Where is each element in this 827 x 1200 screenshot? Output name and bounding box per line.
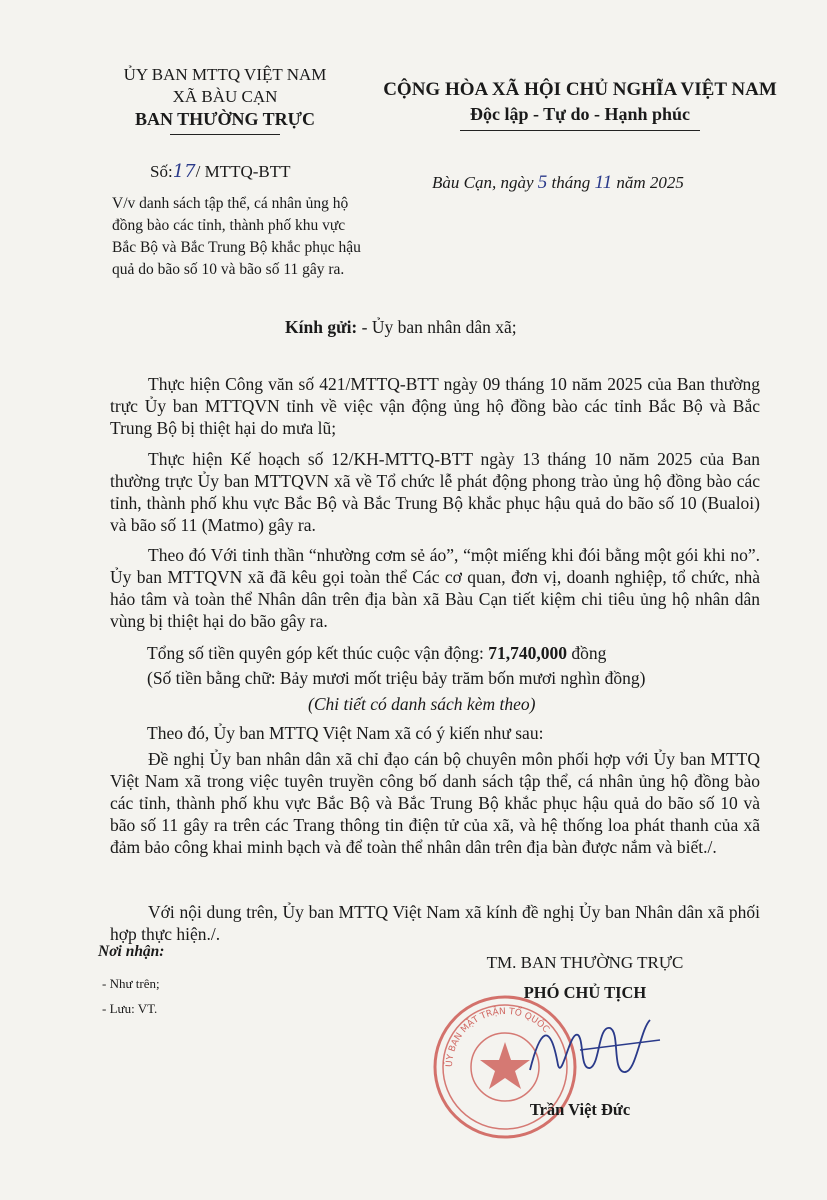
number-handwritten: 17	[172, 161, 196, 182]
recipients-label: Nơi nhận:	[98, 943, 165, 960]
signer-authority: TM. BAN THƯỜNG TRỰC	[486, 953, 684, 972]
issuer-org: ỦY BAN MTTQ VIỆT NAM	[123, 65, 327, 84]
number-prefix: Số:	[150, 162, 173, 181]
subject-summary: V/v danh sách tập thể, cá nhân ủng hộ đồng bào các tỉnh, thành phố khu vực Bắc Bộ và Bắc Trung Bộ khắc phục hậu quả do bão số 10 và bão số 11 gây ra.	[112, 195, 361, 278]
signer-title: PHÓ CHỦ TỊCH	[523, 983, 647, 1002]
opinion-intro: Theo đó, Ủy ban MTTQ Việt Nam xã có ý kiến như sau:	[147, 723, 544, 743]
issuer-header	[90, 64, 360, 135]
paragraph-5: Với nội dung trên, Ủy ban MTTQ Việt Nam xã kính đề nghị Ủy ban Nhân dân xã phối hợp thực hiện./.	[110, 902, 760, 944]
issue-date	[432, 172, 684, 194]
recipient-name: - Ủy ban nhân dân xã;	[361, 317, 517, 337]
total-unit: đồng	[571, 643, 607, 663]
date-year: năm 2025	[616, 173, 684, 192]
attachment-note: (Chi tiết có danh sách kèm theo)	[308, 694, 536, 714]
recipient-label: Kính gửi:	[285, 317, 358, 337]
issuer-unit: BAN THƯỜNG TRỰC	[134, 109, 316, 129]
number-suffix: / MTTQ-BTT	[195, 162, 291, 181]
country-name: CỘNG HÒA XÃ HỘI CHỦ NGHĨA VIỆT NAM	[383, 79, 777, 100]
paragraph-4: Đề nghị Ủy ban nhân dân xã chỉ đạo cán bộ chuyên môn phối hợp với Ủy ban MTTQ Việt Nam xã trong việc tuyên truyền công bố danh sách tập thể, cá nhân ủng hộ đồng bào các tỉnh, thành phố khu vực Bắc Bộ và Bắc Trung Bộ khắc phục hậu quả do bão số 10 và bão số 11 gây ra trên các Trang thông tin điện tử của xã, và hệ thống loa phát thanh của xã đảm bảo công khai minh bạch và để toàn thể nhân dân trên địa bàn được nắm và biết./.	[110, 749, 760, 857]
date-month: 11	[594, 172, 613, 193]
paragraph-1: Thực hiện Công văn số 421/MTTQ-BTT ngày 09 tháng 10 năm 2025 của Ban thường trực Ủy ban MTTQVN tỉnh về việc vận động ủng hộ đồng bào các tỉnh Bắc Bộ và Bắc Trung Bộ bị thiệt hại do mưa lũ;	[110, 374, 760, 438]
handwritten-signature	[520, 1010, 670, 1090]
motto: Độc lập - Tự do - Hạnh phúc	[469, 104, 691, 124]
header-left-rule	[170, 134, 280, 135]
recipients-item: - Lưu: VT.	[102, 1001, 158, 1016]
date-place: Bàu Cạn, ngày	[432, 173, 534, 192]
document-number	[150, 161, 291, 182]
header-right-rule	[460, 130, 700, 131]
paragraph-2: Thực hiện Kế hoạch số 12/KH-MTTQ-BTT ngày 13 tháng 10 năm 2025 của Ban thường trực Ủy ban MTTQVN xã về Tổ chức lễ phát động phong trào ủng hộ đồng bào các tỉnh, thành phố khu vực Bắc Bộ và Bắc Trung Bộ khắc phục hậu quả do bão số 10 (Bualoi) và bão số 11 (Matmo) gây ra.	[110, 449, 760, 535]
recipient-line	[285, 317, 517, 338]
total-amount-line	[147, 643, 606, 664]
recipients-item: - Như trên;	[102, 976, 160, 991]
national-header	[360, 78, 800, 131]
date-day: 5	[537, 172, 548, 193]
total-label: Tổng số tiền quyên góp kết thúc cuộc vận động:	[147, 643, 484, 663]
paragraph-3: Theo đó Với tinh thần “nhường cơm sẻ áo”, “một miếng khi đói bằng một gói khi no”. Ủy ban MTTQVN xã đã kêu gọi toàn thể Các cơ quan, đơn vị, doanh nghiệp, tổ chức, nhà hảo tâm và toàn thể Nhân dân trên địa bàn xã Bàu Cạn tiết kiệm chi tiêu ủng hộ nhân dân vùng bị thiệt hại do bão gây ra.	[110, 545, 760, 631]
signer-name: Trần Việt Đức	[529, 1100, 631, 1119]
total-value: 71,740,000	[488, 643, 567, 663]
date-month-label: tháng	[551, 173, 591, 192]
svg-text:ỦY BAN MẶT TRẬN TỔ QUỐC: ỦY BAN MẶT TRẬN TỔ QUỐC	[444, 1006, 551, 1068]
issuer-commune: XÃ BÀU CẠN	[172, 87, 278, 106]
amount-in-words: (Số tiền bằng chữ: Bảy mươi mốt triệu bảy trăm bốn mươi nghìn đồng)	[147, 668, 646, 688]
